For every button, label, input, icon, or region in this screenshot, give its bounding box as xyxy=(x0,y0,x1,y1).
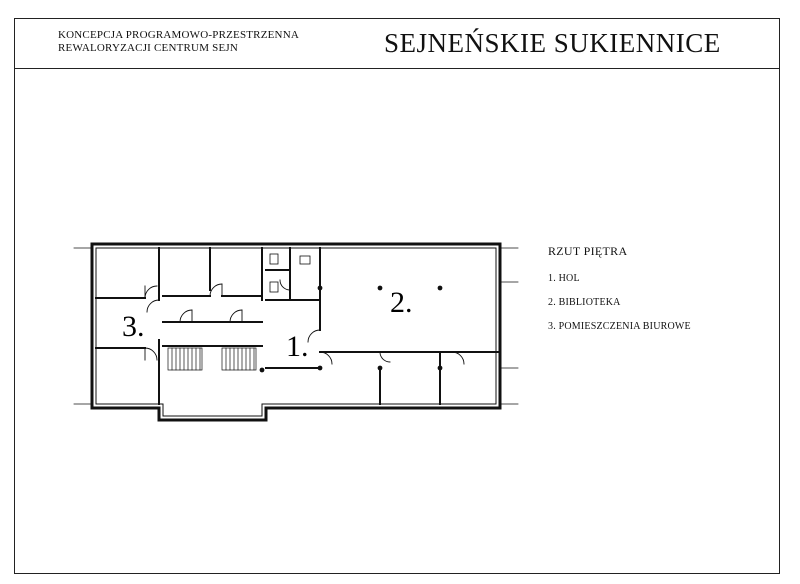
legend-item-biura: 3. POMIESZCZENIA BIUROWE xyxy=(548,321,691,332)
room-label-hol: 1. xyxy=(286,330,309,363)
legend-item-biblioteka: 2. BIBLIOTEKA xyxy=(548,297,621,308)
room-label-biblioteka: 2. xyxy=(390,286,413,319)
legend-title: RZUT PIĘTRA xyxy=(548,244,628,258)
room-label-biura: 3. xyxy=(122,310,145,343)
stairs xyxy=(168,348,256,370)
project-line-1: KONCEPCJA PROGRAMOWO-PRZESTRZENNA xyxy=(58,29,299,41)
legend xyxy=(548,244,691,345)
drawing-title: SEJNEŃSKIE SUKIENNICE xyxy=(384,28,721,58)
project-line-2: REWALORYZACJI CENTRUM SEJN xyxy=(58,42,238,54)
interior-walls xyxy=(96,248,500,404)
legend-item-hol: 1. HOL xyxy=(548,273,580,284)
